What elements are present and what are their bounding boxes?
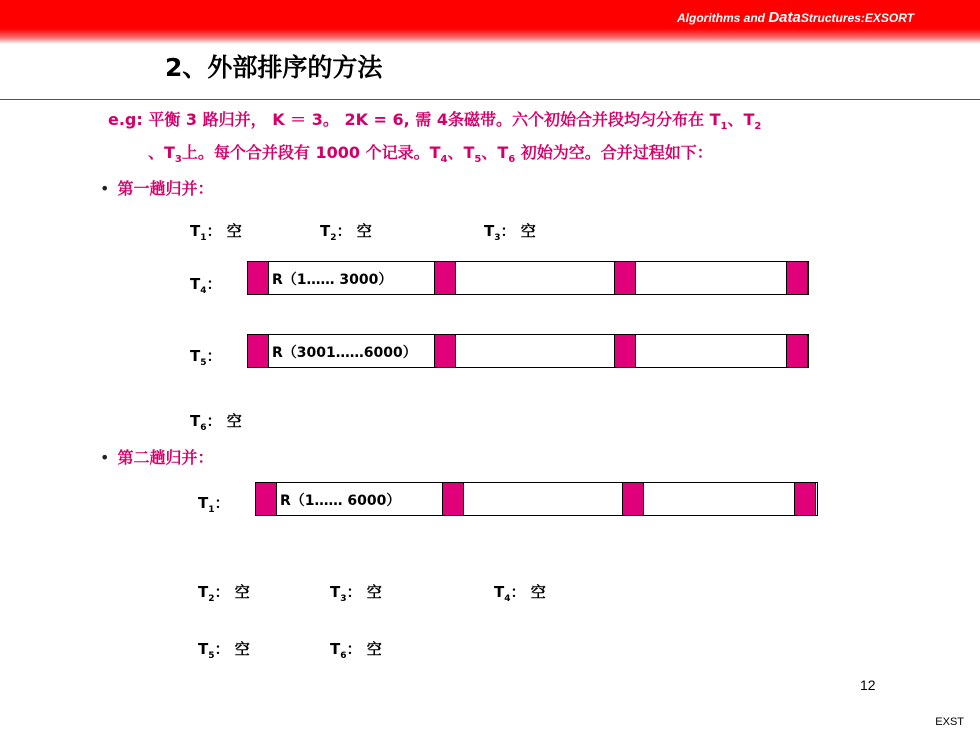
pass1-tape-t5-label: $T_5$： (190, 347, 222, 368)
segment-marker (255, 482, 277, 516)
segment-marker (434, 334, 456, 368)
segment-marker (434, 261, 456, 295)
segment-marker (247, 261, 269, 295)
pass1-tape-t3-label: $T_3$： 空 (484, 222, 536, 243)
segment-label: R（1…… 6000） (280, 493, 401, 509)
pass2-tape-t2-label: $T_2$： 空 (198, 583, 250, 604)
segment-marker (247, 334, 269, 368)
pass2-tape-t3-label: $T_3$： 空 (330, 583, 382, 604)
pass1-heading: • 第一趟归并： (100, 179, 214, 198)
footer-label: EXST (935, 716, 964, 728)
segment-marker (786, 334, 808, 368)
bullet-dot-icon: • (100, 179, 110, 198)
pass1-tape-t1-label: $T_1$： 空 (190, 222, 242, 243)
pass2-tape-t4-label: $T_4$： 空 (494, 583, 546, 604)
segment-marker (614, 334, 636, 368)
segment-label: R（1…… 3000） (272, 272, 393, 288)
pass1-tape-t5 (247, 334, 809, 368)
pass2-tape-t1 (255, 482, 818, 516)
slide-title: 2、外部排序的方法 (165, 53, 383, 82)
pass2-tape-t6-label: $T_6$： 空 (330, 640, 382, 661)
pass2-tape-t1-label: $T_1$： (198, 494, 230, 515)
segment-label: R（3001……6000） (272, 345, 417, 361)
segment-marker (622, 482, 644, 516)
page-number: 12 (860, 677, 876, 693)
pass1-tape-t2-label: $T_2$： 空 (320, 222, 372, 243)
segment-marker (442, 482, 464, 516)
title-divider (0, 99, 980, 100)
segment-marker (614, 261, 636, 295)
segment-marker (786, 261, 808, 295)
pass1-tape-t4 (247, 261, 809, 295)
bullet-dot-icon: • (100, 448, 110, 467)
example-description: e.g: 平衡 3 路归并， K ＝ 3。 2K = 6, 需 4条磁带。六个初始合并段均匀分布在 $T_1$、$T_2$ 、$T_3$上。每个合并段有 1000 个记录。$T_4$、$T_5$、$T_6$ 初始为空。合并过程如下： (108, 110, 762, 166)
pass2-heading: • 第二趟归并： (100, 448, 214, 467)
pass2-tape-t5-label: $T_5$： 空 (198, 640, 250, 661)
header-course-title: Algorithms and DataStructures:EXSORT (677, 9, 914, 26)
segment-marker (794, 482, 816, 516)
pass1-tape-t4-label: $T_4$： (190, 275, 222, 296)
pass1-tape-t6-label: $T_6$： 空 (190, 412, 242, 433)
